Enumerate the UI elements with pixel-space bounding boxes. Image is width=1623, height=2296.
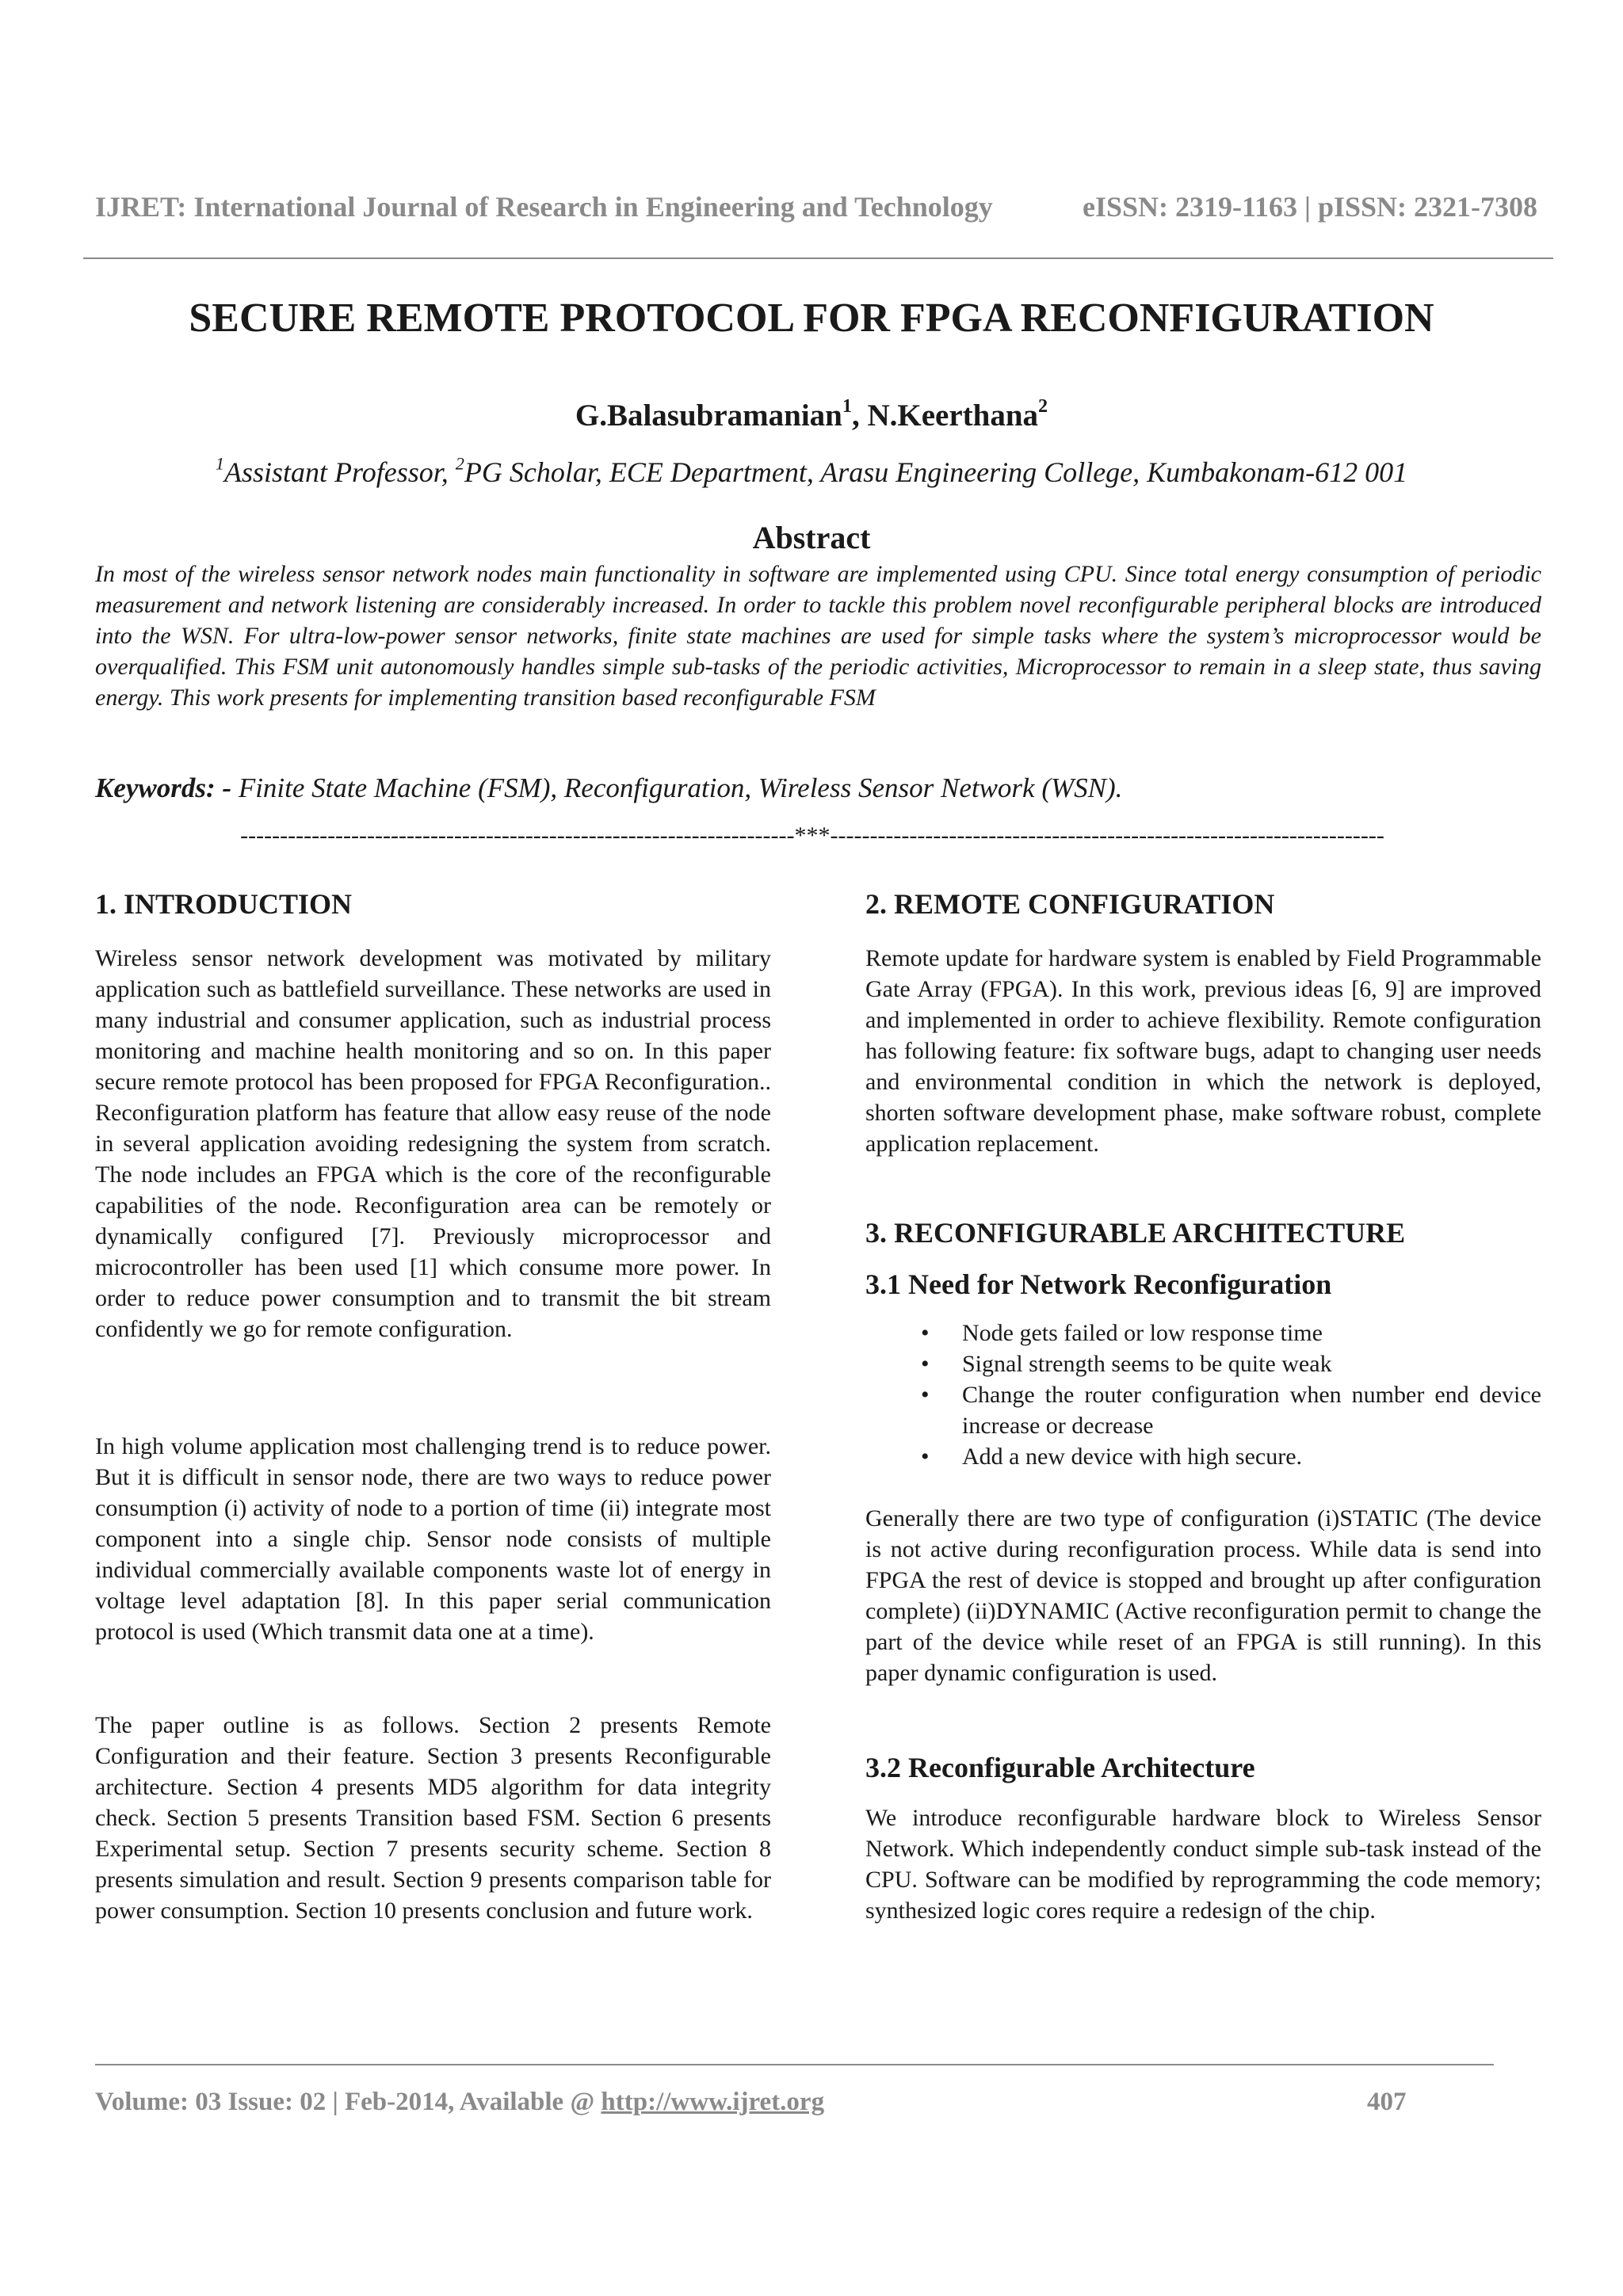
remote-configuration-paragraph: Remote update for hardware system is enabled by Field Programmable Gate Array (FPGA). In this work, previous ideas [6, 9] are improved and implemented in order to achieve flexibility. Remote configuration has following feature: fix software bugs, adapt to changing user needs and environmental condition in which the network is deployed, shorten software development phase, make software robust, complete application replacement. — [865, 945, 1541, 1157]
footer-divider — [95, 2064, 1494, 2065]
author-separator: , — [851, 399, 868, 433]
reconfigurable-architecture-paragraph: We introduce reconfigurable hardware block to Wireless Sensor Network. Which independently conduct simple sub-task instead of the CPU. Software can be modified by reprogramming the code memory; synthesized logic cores require a redesign of the chip. — [865, 1805, 1541, 1924]
list-item: • Signal strength seems to be quite weak — [865, 1348, 1541, 1379]
section-heading-introduction: 1. INTRODUCTION — [95, 888, 353, 920]
paper-title: SECURE REMOTE PROTOCOL FOR FPGA RECONFIGURATION — [189, 296, 1434, 341]
affiliation-text: PG Scholar, ECE Department, Arasu Engineering College, Kumbakonam-612 001 — [464, 456, 1408, 488]
configuration-types-paragraph: Generally there are two type of configuration (i)STATIC (The device is not active during reconfiguration process. While data is send into FPGA the rest of device is stopped and brought up after configuration complete) (ii)DYNAMIC (Active reconfiguration permit to change the part of the device while reset of an FPGA is still running). In this paper dynamic configuration is used. — [865, 1505, 1541, 1686]
need-reconfiguration-list — [865, 1318, 1541, 1472]
affiliation-superscript: 1 — [215, 453, 225, 474]
journal-link[interactable]: http://www.ijret.org — [601, 2088, 825, 2116]
keywords-text: Finite State Machine (FSM), Reconfiguration, Wireless Sensor Network (WSN). — [231, 772, 1123, 803]
header-divider — [83, 257, 1553, 259]
keywords-line — [95, 772, 1541, 804]
bullet-icon: • — [921, 1444, 930, 1470]
list-item: • Node gets failed or low response time — [865, 1318, 1541, 1348]
affiliation-line — [0, 453, 1623, 489]
bullet-icon: • — [921, 1351, 930, 1377]
journal-header — [95, 190, 1537, 223]
footer-text: Volume: 03 Issue: 02 | Feb-2014, Available @ — [95, 2088, 601, 2116]
abstract-heading: Abstract — [752, 520, 871, 555]
section-separator: ----------------------------------------------------------------------***---------------------------------------------------------------------- — [240, 822, 1384, 849]
page-number: 407 — [1367, 2088, 1407, 2116]
section-heading-reconfigurable-architecture: 3. RECONFIGURABLE ARCHITECTURE — [865, 1217, 1406, 1249]
section-heading-remote-configuration: 2. REMOTE CONFIGURATION — [865, 888, 1275, 920]
abstract-body: In most of the wireless sensor network nodes main functionality in software are implemented using CPU. Since total energy consumption of periodic measurement and network listening are considerably increased. In order to tackle this problem novel reconfigurable peripheral blocks are introduced into the WSN. For ultra-low-power sensor networks, finite state machines are used for simple tasks where the system’s microprocessor would be overqualified. This FSM unit autonomously handles simple sub-tasks of the periodic activities, Microprocessor to remain in a sleep state, thus saving energy. This work presents for implementing transition based reconfigurable FSM — [95, 561, 1541, 711]
affiliation-text: Assistant Professor, — [224, 456, 456, 488]
author-name: G.Balasubramanian — [575, 399, 842, 433]
subsection-heading-network-reconfiguration: 3.1 Need for Network Reconfiguration — [865, 1268, 1332, 1300]
author-superscript: 1 — [842, 395, 852, 418]
journal-issn: eISSN: 2319-1163 | pISSN: 2321-7308 — [1083, 191, 1537, 223]
keywords-label: Keywords: - — [95, 772, 232, 803]
subsection-heading-reconfigurable-architecture: 3.2 Reconfigurable Architecture — [865, 1752, 1255, 1783]
journal-name: IJRET: International Journal of Research in Engineering and Technology — [95, 191, 993, 223]
author-superscript: 2 — [1038, 395, 1048, 418]
introduction-paragraph: Wireless sensor network development was motivated by military application such as battlefield surveillance. These networks are used in many industrial and consumer application, such as industrial process monitoring and machine health monitoring and so on. In this paper secure remote protocol has been proposed for FPGA Reconfiguration.. Reconfiguration platform has feature that allow easy reuse of the node in several application avoiding redesigning the system from scratch. The node includes an FPGA which is the core of the reconfigurable capabilities of the node. Reconfiguration area can be remotely or dynamically configured [7]. Previously microprocessor and microcontroller has been used [1] which consume more power. In order to reduce power consumption and to transmit the bit stream confidently we go for remote configuration. — [95, 945, 771, 1342]
bullet-icon: • — [921, 1382, 930, 1408]
list-item: • Add a new device with high secure. — [865, 1441, 1541, 1472]
affiliation-superscript: 2 — [455, 453, 464, 474]
list-item: • Change the router configuration when number end device increase or decrease — [865, 1379, 1541, 1441]
introduction-paragraph: The paper outline is as follows. Section 2 presents Remote Configuration and their feature. Section 3 presents Reconfigurable architecture. Section 4 presents MD5 algorithm for data integrity check. Section 5 presents Transition based FSM. Section 6 presents Experimental setup. Section 7 presents security scheme. Section 8 presents simulation and result. Section 9 presents comparison table for power consumption. Section 10 presents conclusion and future work. — [95, 1712, 771, 1924]
introduction-paragraph: In high volume application most challenging trend is to reduce power. But it is difficult in sensor node, there are two ways to reduce power consumption (i) activity of node to a portion of time (ii) integrate most component into a single chip. Sensor node consists of multiple individual commercially available components waste lot of energy in voltage level adaptation [8]. In this paper serial communication protocol is used (Which transmit data one at a time). — [95, 1433, 771, 1645]
bullet-icon: • — [921, 1320, 930, 1346]
author-line — [0, 395, 1623, 433]
author-name: N.Keerthana — [867, 399, 1039, 433]
footer-volume-info — [95, 2088, 824, 2117]
